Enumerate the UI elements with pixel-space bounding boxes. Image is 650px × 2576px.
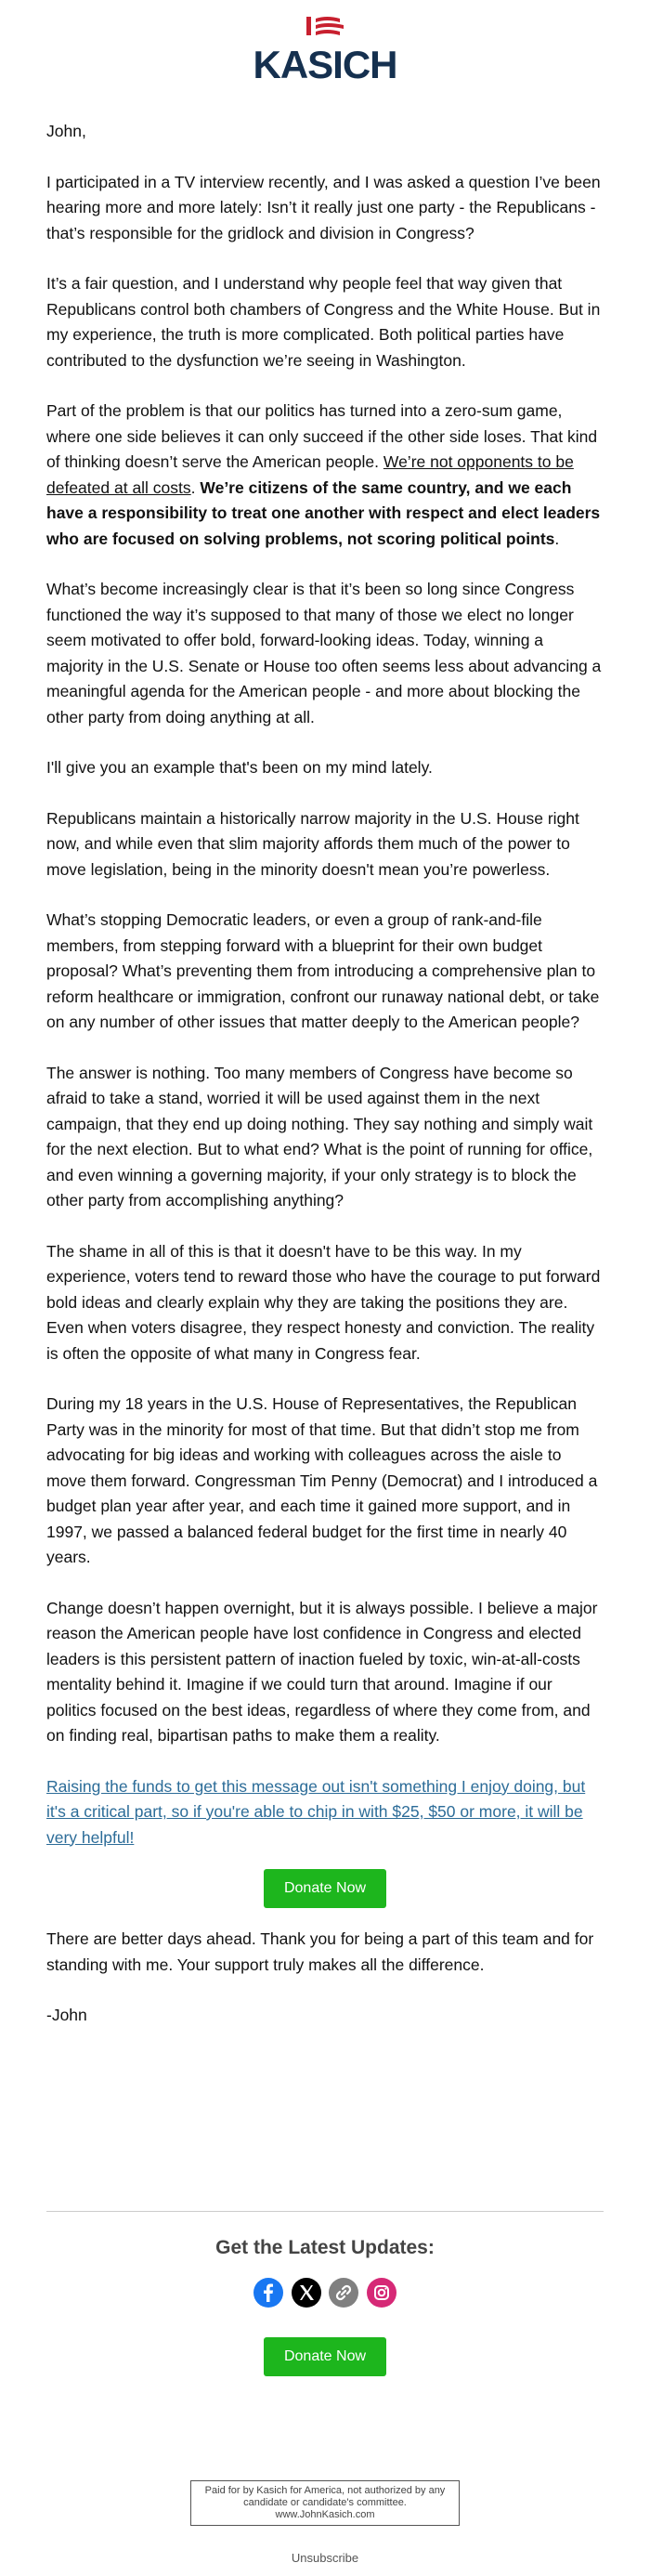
kasich-logo [0, 15, 650, 86]
paragraph-9: The shame in all of this is that it doesn't have to be this way. In my experience, voters tend to reward those who have the courage to put forward bold ideas and clearly explain why they are taking the positions they are. Even when voters disagree, they respect honesty and conviction. The reality is often the opposite of what many in Congress fear. [46, 1241, 601, 1363]
paragraph-3-text: Part of the problem is that our politics has turned into a zero-sum game, where one side believes it can only succeed if the other side loses. That kind of thinking doesn’t serve the American people. [46, 401, 598, 471]
paid-for-disclaimer [190, 2480, 460, 2526]
x-icon[interactable] [292, 2278, 321, 2308]
facebook-icon[interactable] [254, 2278, 283, 2308]
paragraph-3-end: . [554, 529, 560, 548]
footer-donate-button[interactable]: Donate Now [264, 2337, 386, 2376]
social-icons [0, 2278, 650, 2308]
email-body [46, 119, 604, 2054]
closing-paragraph: There are better days ahead. Thank you for being a part of this team and for standing with me. Your support truly makes all the difference. [46, 1929, 594, 1974]
paragraph-4: What’s become increasingly clear is that it’s been so long since Congress functioned the way it’s supposed to that many of those we elect no longer seem motivated to offer bold, forward-looking ideas. Today, winning a majority in the U.S. Senate or House too often seems less about advancing a meaningful agenda for the American people - and more about blocking the other party from doing anything at all. [46, 580, 602, 726]
ask-paragraph [46, 1774, 604, 1851]
instagram-icon[interactable] [367, 2278, 396, 2308]
greeting: John, [46, 122, 86, 140]
paragraph-3-underline: We’re not opponents to be defeated at all costs [46, 452, 574, 497]
donate-button[interactable]: Donate Now [264, 1869, 386, 1908]
paragraph-6: Republicans maintain a historically narrow majority in the U.S. House right now, and while even that slim majority affords them much of the power to move legislation, being in the minority doesn't mean you’re powerless. [46, 808, 579, 879]
link-icon[interactable] [329, 2278, 358, 2308]
paragraph-3 [46, 399, 604, 552]
unsubscribe-link[interactable]: Unsubscribe [291, 2551, 359, 2565]
latest-updates-title: Get the Latest Updates: [215, 2237, 435, 2258]
signoff: -John [46, 2006, 87, 2024]
paragraph-11: Change doesn’t happen overnight, but it is always possible. I believe a major reason the American people have lost confidence in Congress and elected leaders is this persistent pattern of inaction fueled by toxic, win-at-all-costs mentality behind it. Imagine if we could turn that around. Imagine if our politics focused on the best ideas, regardless of where they come from, and on finding real, bipartisan paths to make them a reality. [46, 1598, 598, 1745]
paragraph-5: I'll give you an example that's been on my mind lately. [46, 758, 433, 777]
paragraph-3-sep: . [190, 477, 201, 497]
paragraph-8: The answer is nothing. Too many members of Congress have become so afraid to take a stand, worried it will be used against them in the next campaign, that they end up doing nothing. They say nothing and simply wait for the next election. But to what end? What is the point of running for office, and even winning a governing majority, if your only strategy is to block the other party from accomplishing anything? [46, 1063, 593, 1210]
paragraph-7: What’s stopping Democratic leaders, or even a group of rank-and-file members, from stepping forward with a blueprint for their own budget proposal? What’s preventing them from introducing a comprehensive plan to reform healthcare or immigration, confront our runaway national debt, or take on any number of other issues that matter deeply to the American people? [46, 910, 600, 1031]
footer-divider [46, 2211, 604, 2212]
paragraph-2: It’s a fair question, and I understand why people feel that way given that Republicans control both chambers of Congress and the White House. But in my experience, the truth is more complicated. Both political parties have contributed to the dysfunction we’re seeing in Washington. [46, 274, 601, 370]
logo-text: KASICH [253, 43, 397, 86]
paragraph-10: During my 18 years in the U.S. House of Representatives, the Republican Party was in the minority for most of that time. But that didn’t stop me from advocating for big ideas and working with colleagues across the aisle to move them forward. Congressman Tim Penny (Democrat) and I introduced a budget plan year after year, and each time it gained more support, and in 1997, we passed a balanced federal budget for the first time in nearly 40 years. [46, 1394, 598, 1566]
disclaimer-text: Paid for by Kasich for America, not authorized by any candidate or candidate's committee. [204, 2485, 446, 2508]
flag-k-icon [297, 15, 353, 37]
donate-button-wrap [46, 1869, 604, 1908]
disclaimer-website: www.JohnKasich.com [275, 2509, 375, 2520]
donation-ask-link[interactable]: Raising the funds to get this message out isn't something I enjoy doing, but it's a critical part, so if you're able to chip in with $25, $50 or more, it will be very helpful! [46, 1776, 586, 1847]
paragraph-1: I participated in a TV interview recently, and I was asked a question I’ve been hearing more and more lately: Isn’t it really just one party - the Republicans - that’s responsible for the gridlock and division in Congress? [46, 172, 601, 242]
footer-donate-wrap [0, 2337, 650, 2376]
paragraph-3-bold: We’re citizens of the same country, and we each have a responsibility to treat one another with respect and elect leaders who are focused on solving problems, not scoring political points [46, 477, 601, 548]
